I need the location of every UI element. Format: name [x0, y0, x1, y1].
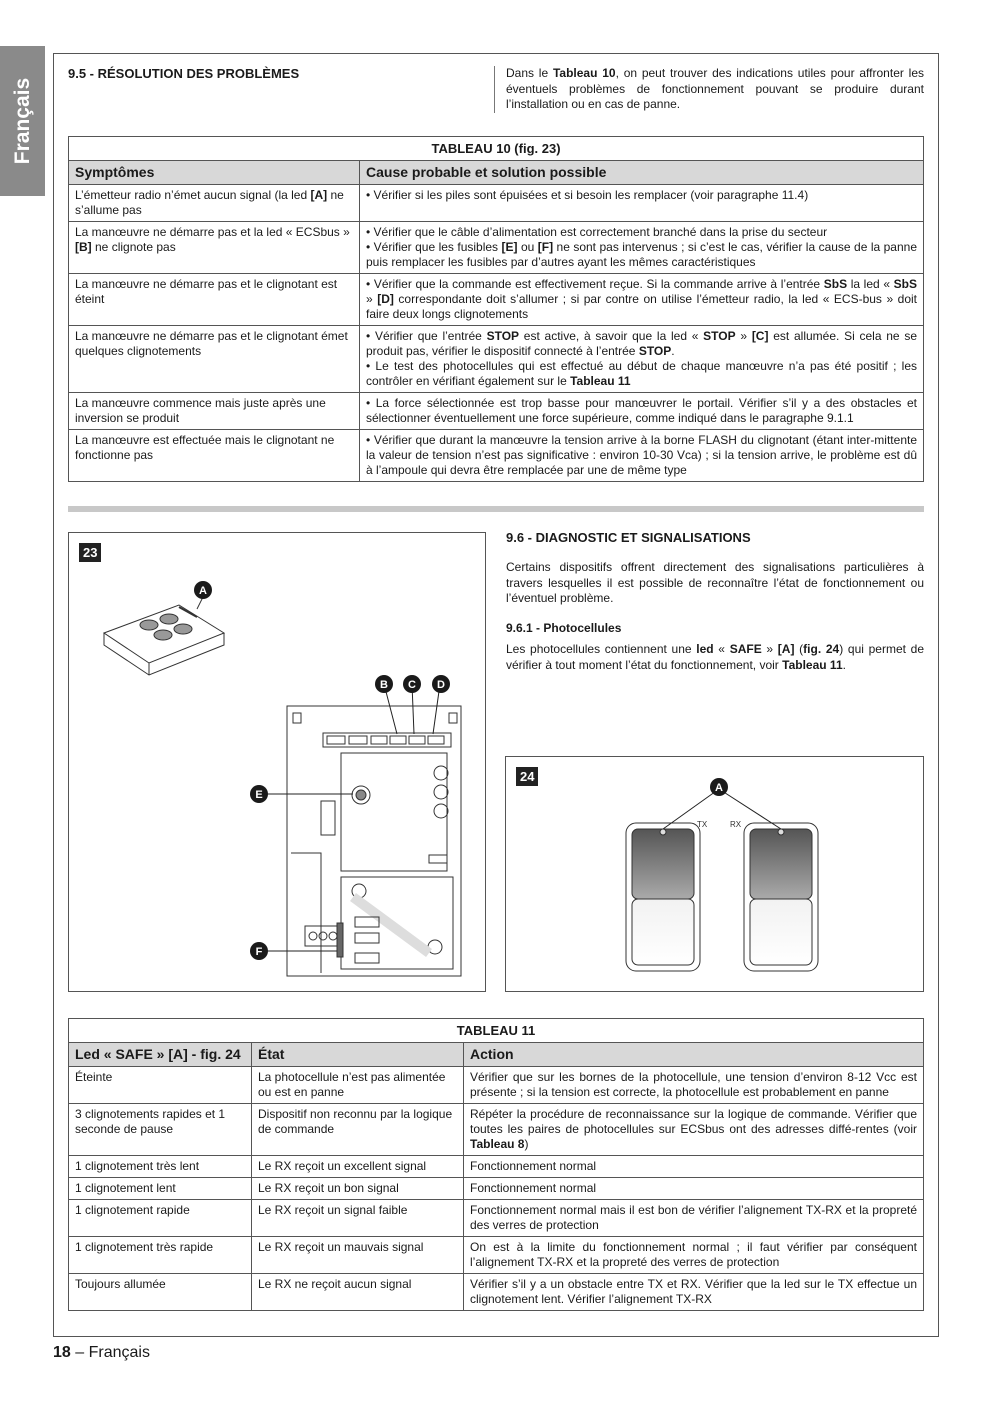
table-row	[69, 1067, 924, 1104]
section-divider	[68, 506, 924, 512]
symptom-cell: La manœuvre est effectuée mais le clignotant ne fonctionne pas	[69, 430, 360, 482]
svg-text:E: E	[255, 789, 263, 801]
section-96-title: 9.6 - DIAGNOSTIC ET SIGNALISATIONS	[506, 530, 751, 545]
table-10-header-symptoms: Symptômes	[69, 161, 360, 185]
table-row	[69, 1237, 924, 1274]
section-95-title: 9.5 - RÉSOLUTION DES PROBLÈMES	[68, 66, 300, 81]
callout-c	[403, 675, 421, 693]
rx-label: RX	[730, 820, 742, 829]
state-cell: Le RX reçoit un bon signal	[252, 1178, 464, 1200]
cause-cell: • Vérifier si les piles sont épuisées et si besoin les remplacer (voir paragraphe 11.4)	[360, 185, 924, 222]
cause-cell: • Vérifier que durant la manœuvre la tension arrive à la borne FLASH du clignotant (étant inter-mittente la valeur de tension n’est pas significative : environ 10-30 Vca) ; si la tension arrive, le problème est dû à l’ampoule qui devra être remplacée par une de même type	[360, 430, 924, 482]
led-cell: 1 clignotement très lent	[69, 1156, 252, 1178]
svg-text:A: A	[199, 585, 207, 597]
callout-a	[194, 581, 212, 599]
table-row	[69, 1274, 924, 1311]
led-cell: 1 clignotement très rapide	[69, 1237, 252, 1274]
table-row	[69, 430, 924, 482]
section-961-text: Les photocellules contiennent une led « SAFE » [A] (fig. 24) qui permet de vérifier à tout moment l’état du fonctionnement, voir Tableau 11.	[506, 642, 924, 672]
remote-transmitter-illustration	[104, 597, 224, 675]
callout-e	[250, 785, 268, 803]
state-cell: La photocellule n’est pas alimentée ou est en panne	[252, 1067, 464, 1104]
callout-b	[375, 675, 393, 693]
table-row	[69, 1178, 924, 1200]
table-row	[69, 1200, 924, 1237]
table-row	[69, 326, 924, 393]
led-cell: Éteinte	[69, 1067, 252, 1104]
action-cell: Répéter la procédure de reconnaissance sur la logique de commande. Vérifier que toutes les paires de photocellules sur ECSbus ont des adresses diffé-rentes (voir Tableau 8)	[464, 1104, 924, 1156]
symptom-cell: La manœuvre commence mais juste après une inversion se produit	[69, 393, 360, 430]
language-tab	[0, 46, 45, 196]
table-row	[69, 274, 924, 326]
table-11	[68, 1018, 924, 1311]
symptom-cell: L’émetteur radio n’émet aucun signal (la led [A] ne s’allume pas	[69, 185, 360, 222]
action-cell: Vérifier que sur les bornes de la photocellule, une tension d’environ 8-12 Vcc est présente ; si la tension est correcte, la photocellule est probablement en panne	[464, 1067, 924, 1104]
figure-24-number: 24	[516, 767, 538, 786]
state-cell: Dispositif non reconnu par la logique de commande	[252, 1104, 464, 1156]
cause-cell: • La force sélectionnée est trop basse pour manœuvrer le portail. Vérifier s’il y a des obstacles et sélectionner éventuellement une force supérieure, comme indiqué dans le paragraphe 9.1.1	[360, 393, 924, 430]
table-11-header-state: État	[252, 1043, 464, 1067]
table-row	[69, 1156, 924, 1178]
table-10-caption: TABLEAU 10 (fig. 23)	[69, 137, 924, 161]
table-row	[69, 222, 924, 274]
action-cell: Fonctionnement normal	[464, 1156, 924, 1178]
callout-d	[432, 675, 450, 693]
state-cell: Le RX reçoit un excellent signal	[252, 1156, 464, 1178]
state-cell: Le RX reçoit un signal faible	[252, 1200, 464, 1237]
table-10-header-cause: Cause probable et solution possible	[360, 161, 924, 185]
symptom-cell: La manœuvre ne démarre pas et la led « ECSbus » [B] ne clignote pas	[69, 222, 360, 274]
cause-cell: • Vérifier que l’entrée STOP est active, à savoir que la led « STOP » [C] est allumée. Si cela ne se produit pas, vérifier le dispositif connecté à l’entrée STOP. • Le test des photocellules qui est effectué au début de chaque manœuvre n’a pas été positif ; les contrôler en vérifiant également sur le Tableau 11	[360, 326, 924, 393]
table-11-header-action: Action	[464, 1043, 924, 1067]
svg-text:C: C	[408, 679, 416, 691]
led-cell: 1 clignotement rapide	[69, 1200, 252, 1237]
control-board-illustration	[287, 706, 461, 976]
figure-24	[505, 756, 924, 992]
cause-cell: • Vérifier que le câble d’alimentation est correctement branché dans la prise du secteur • Vérifier que les fusibles [E] ou [F] ne sont pas intervenus ; si c’est le cas, vérifier la cause de la panne puis remplacer les fusibles par d’autres ayant les mêmes caractéristiques	[360, 222, 924, 274]
photocell-tx-illustration	[626, 823, 700, 971]
action-cell: Fonctionnement normal mais il est bon de vérifier l’alignement TX-RX et la propreté des verres de protection	[464, 1200, 924, 1237]
state-cell: Le RX reçoit un mauvais signal	[252, 1237, 464, 1274]
figure-24-drawing	[506, 757, 925, 993]
section-961-title: 9.6.1 - Photocellules	[506, 621, 622, 635]
fig24-callout-a	[710, 778, 728, 796]
footer-language: Français	[88, 1344, 150, 1361]
svg-text:B: B	[380, 679, 388, 691]
table-row	[69, 1104, 924, 1156]
figure-23-number: 23	[79, 543, 101, 562]
figure-23-drawing	[69, 533, 487, 993]
section-95-intro: Dans le Tableau 10, on peut trouver des indications utiles pour affronter les éventuels problèmes de fonctionnement pouvant se produire durant l’installation ou en cas de panne.	[494, 66, 924, 113]
callout-f	[250, 942, 268, 960]
table-row	[69, 185, 924, 222]
page-footer: 18 – Français	[53, 1344, 150, 1361]
cause-cell: • Vérifier que la commande est effectivement reçue. Si la commande arrive à l’entrée SbS la led « SbS » [D] correspondante doit s’allumer ; si par contre on utilise l’émetteur radio, la led « ECS-bus » doit faire deux longs clignotements	[360, 274, 924, 326]
state-cell: Le RX ne reçoit aucun signal	[252, 1274, 464, 1311]
led-cell: 1 clignotement lent	[69, 1178, 252, 1200]
tx-label: TX	[697, 820, 708, 829]
language-tab-label: Français	[10, 77, 34, 165]
table-row	[69, 393, 924, 430]
svg-text:A: A	[715, 782, 723, 794]
action-cell: On est à la limite du fonctionnement normal ; il faut vérifier par conséquent l’alignement TX-RX et la propreté des verres de protection	[464, 1237, 924, 1274]
page-number: 18	[53, 1344, 71, 1361]
figure-23	[68, 532, 486, 992]
table-11-caption: TABLEAU 11	[69, 1019, 924, 1043]
table-10	[68, 136, 924, 482]
action-cell: Vérifier s’il y a un obstacle entre TX et RX. Vérifier que la led sur le TX effectue un clignotement lent. Vérifier l’alignement TX-RX	[464, 1274, 924, 1311]
table-11-header-led: Led « SAFE » [A] - fig. 24	[69, 1043, 252, 1067]
symptom-cell: La manœuvre ne démarre pas et le clignotant émet quelques clignotements	[69, 326, 360, 393]
led-cell: Toujours allumée	[69, 1274, 252, 1311]
photocell-rx-illustration	[744, 823, 818, 971]
section-96-text: Certains dispositifs offrent directement des signalisations particulières à travers lesquelles il est possible de reconnaître l’état de fonctionnement ou l’éventuel problème.	[506, 560, 924, 605]
led-cell: 3 clignotements rapides et 1 seconde de pause	[69, 1104, 252, 1156]
symptom-cell: La manœuvre ne démarre pas et le clignotant est éteint	[69, 274, 360, 326]
svg-text:D: D	[437, 679, 445, 691]
action-cell: Fonctionnement normal	[464, 1178, 924, 1200]
svg-text:F: F	[255, 946, 263, 958]
